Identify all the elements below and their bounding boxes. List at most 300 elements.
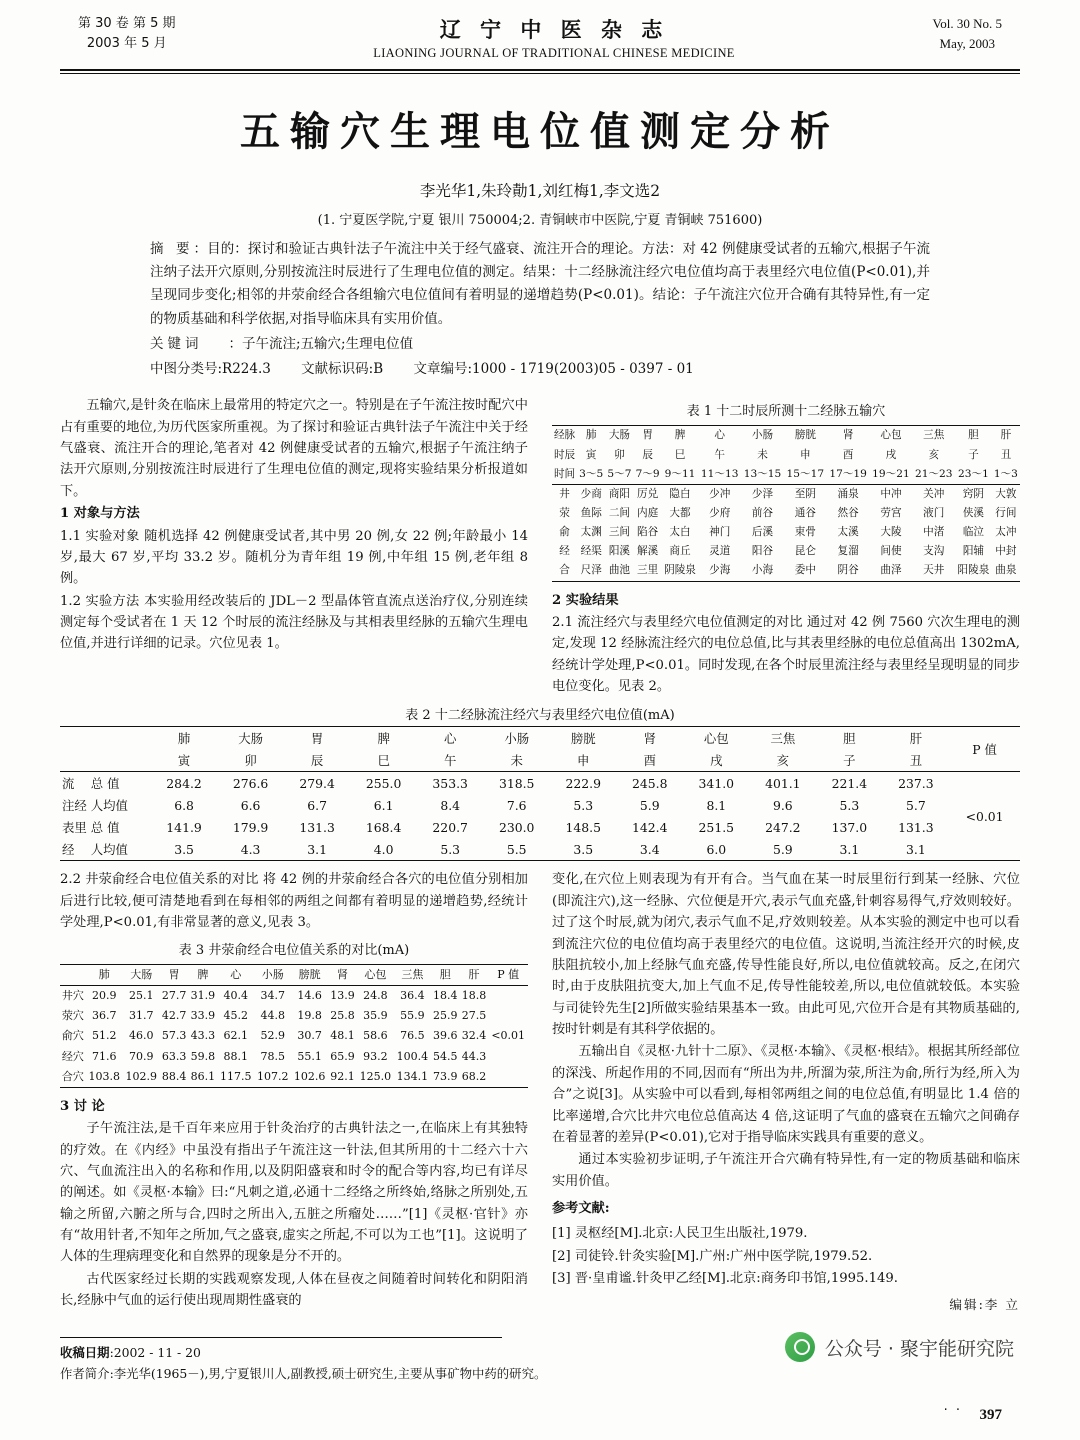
table-cell: 心包 xyxy=(703,731,729,747)
table-cell: 小海 xyxy=(751,564,774,577)
table-cell: 30.7 xyxy=(297,1029,322,1043)
table-cell: 临泣 xyxy=(962,526,985,539)
table-cell: 亥 xyxy=(776,753,790,769)
table-cell: 午 xyxy=(714,448,725,461)
table-cell: 100.4 xyxy=(396,1049,429,1063)
table-cell: 31.9 xyxy=(190,989,216,1003)
keywords-text: ：子午流注;五输穴;生理电位值 xyxy=(228,335,414,352)
table-cell: 尺泽 xyxy=(580,564,602,577)
section-1-1: 1.1 实验对象 随机选择 42 例健康受试者,其中男 20 例,女 22 例;年龄最小 14 岁,最大 67 岁,平均 33.2 岁。随机分为青年组 19 例,中年组 15 例,老年组 8 例。 xyxy=(60,528,528,587)
table-cell: 148.5 xyxy=(565,819,601,835)
volume-info-cn xyxy=(78,14,175,53)
table-cell: 巳 xyxy=(377,753,390,769)
table-cell: 三间 xyxy=(608,526,631,539)
table-cell: 62.1 xyxy=(223,1029,248,1043)
table-cell: 心 xyxy=(443,731,457,747)
table-cell: 太溪 xyxy=(837,526,859,539)
volume-line-1: 第 30 卷 第 5 期 xyxy=(78,16,176,31)
table-cell: 丑 xyxy=(1000,448,1012,461)
table-cell: 15～17 xyxy=(786,467,825,480)
table-cell: 401.1 xyxy=(765,775,801,791)
table-cell: 86.1 xyxy=(190,1069,216,1083)
table-cell: 117.5 xyxy=(219,1069,252,1083)
table-cell: 52.9 xyxy=(260,1029,285,1043)
table-cell: 230.0 xyxy=(498,819,535,835)
table-cell xyxy=(60,964,86,985)
table-cell: 阳辅 xyxy=(962,545,985,558)
section-1-2: 1.2 实验方法 本实验用经改装后的 JDL－2 型晶体管直流点送治疗仪,分别连续测定每个受试者在 1 天 12 个时辰的流注经脉及与其相表里经脉的五输穴生理电位值,并进行详细的记录。穴位见表 1。 xyxy=(60,593,528,652)
table-cell: 寅 xyxy=(585,448,597,461)
table-cell: 6.7 xyxy=(307,797,327,813)
table-cell: 阴陵泉 xyxy=(664,564,696,577)
table-cell: 33.9 xyxy=(190,1009,216,1023)
column-left-lower xyxy=(60,869,540,1315)
table-cell: 膀胱 xyxy=(298,967,321,981)
table-cell: 经 xyxy=(62,842,75,858)
table-row xyxy=(60,838,1020,861)
table-cell: 131.3 xyxy=(299,819,335,835)
discussion-paragraph-4: 五输出自《灵枢·九针十二原》、《灵枢·本输》、《灵枢·根结》。根据其所经部位的深浅、所起作用的不同,因而有“所出为井,所溜为荥,所注为俞,所行为经,所入为合”之说[3]。从实验中可以看到,每相邻两组之间的电位总值,有明显比 1.4 倍的比率递增,合穴比井穴电位总值高达 4 倍,这证明了气血的盛衰在五输穴之间确存在着显著的差异(P<0.01),它对于指导临床实践具有重要的意义。 xyxy=(552,1044,1020,1145)
table-cell: 时间 xyxy=(553,467,576,480)
table-cell: 井 xyxy=(559,487,570,500)
table-row xyxy=(552,561,1020,581)
table-cell: 276.6 xyxy=(232,775,269,791)
table-cell: 隐白 xyxy=(669,487,691,500)
table-cell: 酉 xyxy=(842,448,854,461)
table-cell: 23～1 xyxy=(958,467,989,480)
author-bio xyxy=(60,1363,1020,1384)
table1-caption: 表 1 十二时辰所测十二经脉五输穴 xyxy=(686,404,886,420)
table-cell: <0.01 xyxy=(491,1029,526,1043)
table-cell: 54.5 xyxy=(432,1049,458,1063)
abstract-label: 摘 要 xyxy=(150,241,194,257)
table-cell: 3.5 xyxy=(174,841,194,857)
table-cell: 巳 xyxy=(674,448,686,461)
table-cell xyxy=(60,727,89,750)
table-cell: 7～9 xyxy=(635,467,660,480)
table-cell: 荥穴 xyxy=(61,1009,84,1023)
table-cell: 5.9 xyxy=(639,797,660,813)
table-cell: 8.4 xyxy=(440,797,461,813)
table-cell: 总 值 xyxy=(90,776,120,792)
table-cell: 3.4 xyxy=(639,841,660,857)
table-cell: 肺 xyxy=(585,429,597,442)
table-cell: 63.3 xyxy=(161,1049,187,1063)
table-cell: 4.0 xyxy=(373,841,394,857)
table-cell: 19～21 xyxy=(872,467,910,480)
table-cell: 辰 xyxy=(310,753,324,769)
table-cell: 三焦 xyxy=(923,429,945,442)
table-cell: 40.4 xyxy=(223,989,248,1003)
table-cell: 141.9 xyxy=(166,819,202,835)
masthead xyxy=(0,0,1080,65)
table-cell: 三焦 xyxy=(401,967,424,981)
table-cell: 7.6 xyxy=(506,797,527,813)
table-cell: 279.4 xyxy=(299,775,335,791)
table-cell: 103.8 xyxy=(88,1069,121,1083)
table-cell: 阳谷 xyxy=(751,545,774,558)
table-cell: 58.6 xyxy=(363,1029,388,1043)
table-cell: 戌 xyxy=(885,448,897,461)
intro-paragraph: 五输穴,是针灸在临床上最常用的特定穴之一。特别是在子午流注按时配穴中占有重要的地位,为历代医家所重视。为了探讨和验证古典针法子午流注中关于经气盛衰、流注开合的理论,笔者对 42 例健康受试者的五输穴,根据子午流注纳子法开穴原则,分别按流注时辰进行了生理电位值的测定,现将实验结果分析报道如下。 xyxy=(60,398,528,499)
table-cell: 131.3 xyxy=(898,819,934,835)
table-cell: 卯 xyxy=(614,448,625,461)
volume-en-line-1: Vol. 30 No. 5 xyxy=(932,16,1002,31)
table-cell: 3.5 xyxy=(573,841,594,857)
table-cell: 27.7 xyxy=(161,989,187,1003)
table-cell: 25.1 xyxy=(129,989,154,1003)
table-cell: 44.3 xyxy=(461,1049,487,1063)
table-cell: 284.2 xyxy=(166,775,202,791)
table-cell: 6.8 xyxy=(174,797,194,813)
table-cell: 247.2 xyxy=(765,819,801,835)
table-row xyxy=(60,1026,528,1046)
table-cell: 55.9 xyxy=(400,1009,425,1023)
table-row xyxy=(60,964,528,985)
table-cell: 膀胱 xyxy=(794,429,816,442)
table-acupoints xyxy=(552,425,1020,581)
section-2-1: 2.1 流注经穴与表里经穴电位值测定的对比 通过对 42 例 7560 穴次生理电的测定,发现 12 经脉流注经穴的电位总值,比与其表里经脉的电位总值高出 1302mA,经统计学处理,P<0.01。同时发现,在各个时辰里流注经与表里经呈现明显的同步电位变化。见表 2。 xyxy=(552,614,1020,695)
table-cell: 肝 xyxy=(909,731,923,747)
table-cell: 小肠 xyxy=(751,429,774,442)
table-cell: 胆 xyxy=(439,967,451,981)
table-cell: 71.6 xyxy=(92,1049,117,1063)
table-cell: 5.3 xyxy=(839,797,860,813)
table-cell: 荥 xyxy=(559,506,570,519)
table-cell: 经脉 xyxy=(553,429,576,442)
table-cell: 申 xyxy=(800,448,811,461)
table-cell: 318.5 xyxy=(498,775,535,791)
discussion-paragraph-2: 古代医家经过长期的实践观察发现,人体在昼夜之间随着时间转化和阴阳消长,经脉中气血的运行使出现周期性盛衰的 xyxy=(60,1271,528,1309)
section-2-2: 2.2 井荥俞经合电位值关系的对比 将 42 例的井荥俞经合各穴的电位值分别相加后进行比较,便可清楚地看到在每相邻的两组之间都有着明显的递增趋势,经统计学处理,P<0.01,有非常显著的意义,见表 3。 xyxy=(60,872,528,931)
article-id: 文章编号:1000 - 1719(2003)05 - 0397 - 01 xyxy=(413,361,694,378)
table-cell: 中渚 xyxy=(923,526,945,539)
table-row xyxy=(552,504,1020,523)
table-cell: 245.8 xyxy=(632,775,668,791)
table-cell: 5.3 xyxy=(573,797,594,813)
table-cell: 6.0 xyxy=(706,841,727,857)
body-columns-upper xyxy=(60,395,1020,698)
table-cell: 9.6 xyxy=(772,797,793,813)
table-cell: 255.0 xyxy=(365,775,402,791)
table-cell: 76.5 xyxy=(400,1029,425,1043)
affiliation: (1. 宁夏医学院,宁夏 银川 750004;2. 青铜峡市中医院,宁夏 青铜峡 751600) xyxy=(317,213,763,228)
table-cell: 少海 xyxy=(709,564,731,577)
table-cell: 行间 xyxy=(995,506,1017,519)
table2-wrap xyxy=(60,704,1020,861)
discussion-paragraph-5: 通过本实验初步证明,子午流注开合穴确有特异性,有一定的物质基础和临床实用价值。 xyxy=(552,1152,1020,1189)
table-cell: 子 xyxy=(968,448,979,461)
table-cell: 102.6 xyxy=(293,1069,326,1083)
reference-item: [2] 司徒铃.针灸实验[M].广州:广州中医学院,1979.52. xyxy=(552,1248,873,1264)
table-cell: 5.3 xyxy=(440,841,461,857)
table-cell xyxy=(60,749,89,772)
table-cell: 59.8 xyxy=(190,1049,216,1063)
table-row xyxy=(552,523,1020,542)
table-cell: 21～23 xyxy=(914,467,953,480)
classification-line xyxy=(150,358,930,381)
table-cell xyxy=(488,1067,528,1088)
table-cell: 353.3 xyxy=(432,775,468,791)
table-cell: 19.8 xyxy=(297,1009,322,1023)
references-heading: 参考文献: xyxy=(552,1201,610,1217)
table-cell: 32.4 xyxy=(461,1029,487,1043)
table-cell: 大肠 xyxy=(608,429,631,442)
section-3-heading: 3 讨 论 xyxy=(60,1098,105,1114)
table-cell: 220.7 xyxy=(432,819,468,835)
table-cell: 35.9 xyxy=(363,1009,388,1023)
table-cell: 太渊 xyxy=(580,526,602,539)
table-cell: 合穴 xyxy=(61,1069,84,1083)
volume-en-line-2: May, 2003 xyxy=(939,35,996,51)
table-cell: 102.9 xyxy=(125,1069,158,1083)
table-cell: 寅 xyxy=(177,753,191,769)
table-cell: 肺 xyxy=(98,967,110,981)
watermark-logo-icon xyxy=(785,1332,815,1362)
footer-dots: · · xyxy=(943,1403,962,1418)
table-cell: 222.9 xyxy=(565,775,601,791)
table-cell: 中冲 xyxy=(880,487,902,500)
table-cell: 阳溪 xyxy=(608,545,631,558)
table-cell xyxy=(89,749,151,772)
table-cell: 39.6 xyxy=(432,1029,458,1043)
table-cell: 胆 xyxy=(843,731,856,747)
table-cell: 前谷 xyxy=(751,506,774,519)
table-cell: 55.1 xyxy=(297,1049,322,1063)
table-cell: 3.1 xyxy=(839,841,860,857)
table-cell: 流 xyxy=(62,776,75,792)
table-cell: 卯 xyxy=(244,753,257,769)
table-cell: 78.5 xyxy=(260,1049,285,1063)
table-cell: 表里 xyxy=(62,820,87,836)
table1-body xyxy=(552,426,1020,581)
reference-list xyxy=(552,1223,1020,1290)
bio-text: :李光华(1965－),男,宁夏银川人,副教授,硕士研究生,主要从事矿物中药的研究。 xyxy=(109,1365,547,1381)
table-cell: 侠溪 xyxy=(962,506,985,519)
table-cell: 未 xyxy=(510,753,523,769)
table-cell: 73.9 xyxy=(432,1069,458,1083)
table-cell: 237.3 xyxy=(898,775,934,791)
table-cell: 4.3 xyxy=(240,841,261,857)
column-left-upper xyxy=(60,395,540,698)
table-row xyxy=(60,816,1020,838)
table-cell: 心包 xyxy=(364,967,387,981)
table-cell: 少商 xyxy=(580,487,602,500)
author-list: 李光华1,朱玲勣1,刘红梅1,李文选2 xyxy=(419,182,661,200)
table-cell: 胃 xyxy=(168,967,180,981)
document-code: 文献标识码:B xyxy=(301,361,384,378)
section-2-heading: 2 实验结果 xyxy=(552,592,619,608)
table-row xyxy=(552,426,1020,446)
journal-title-block xyxy=(175,14,932,61)
table-cell: 人均值 xyxy=(90,842,128,858)
table-cell: 亥 xyxy=(928,448,940,461)
table2-caption: 表 2 十二经脉流注经穴与表里经穴电位值(mA) xyxy=(405,708,675,724)
abstract-paragraph xyxy=(150,238,930,331)
table-cell: 36.7 xyxy=(92,1009,117,1023)
table-cell: 9～11 xyxy=(664,467,696,480)
page-number: 397 xyxy=(979,1407,1002,1423)
page-title: 五输穴生理电位值测定分析 xyxy=(240,108,840,155)
table-cell: 18.4 xyxy=(432,989,458,1003)
table-cell xyxy=(89,727,151,750)
table-cell: 11～13 xyxy=(700,467,739,480)
table-cell: <0.01 xyxy=(965,808,1004,824)
table-cell: 天井 xyxy=(923,564,945,577)
keywords-line xyxy=(150,333,930,356)
abstract-block xyxy=(150,238,930,381)
table-row xyxy=(60,1006,528,1026)
table-cell: 太白 xyxy=(669,526,691,539)
table-row xyxy=(60,772,1020,795)
table-cell: 中封 xyxy=(995,545,1017,558)
table-cell: 5.5 xyxy=(506,841,527,857)
table-cell: 少府 xyxy=(709,506,731,519)
table-cell: 曲泽 xyxy=(880,564,902,577)
table-cell: 46.0 xyxy=(129,1029,154,1043)
table-cell: 45.2 xyxy=(223,1009,248,1023)
table-cell: 65.9 xyxy=(330,1049,355,1063)
table-cell: 5.7 xyxy=(906,797,926,813)
bio-label: 作者简介 xyxy=(60,1365,110,1381)
table-cell: 5～7 xyxy=(607,467,632,480)
table-row xyxy=(60,749,1020,772)
table-cell: P 值 xyxy=(972,742,997,758)
table-cell: 少泽 xyxy=(751,487,774,500)
table-cell: 胃 xyxy=(310,731,324,747)
journal-title-en: LIAONING JOURNAL OF TRADITIONAL CHINESE MEDICINE xyxy=(373,46,735,60)
table-cell: 31.7 xyxy=(129,1009,154,1023)
watermark-text: 公众号 · 聚宇能研究院 xyxy=(824,1337,1014,1360)
table-cell: 心 xyxy=(714,429,725,442)
table-cell: 小肠 xyxy=(261,967,284,981)
table-cell: 27.5 xyxy=(461,1009,487,1023)
table-cell: 曲泉 xyxy=(995,564,1017,577)
table-row xyxy=(552,446,1020,465)
table-cell: 鱼际 xyxy=(580,506,602,519)
column-right-upper xyxy=(540,395,1020,698)
table-cell: 13～15 xyxy=(743,467,782,480)
table-cell: 关冲 xyxy=(923,487,945,500)
table-cell: 6.6 xyxy=(240,797,261,813)
table-cell: 179.9 xyxy=(232,819,269,835)
table-cell: 阴谷 xyxy=(837,564,859,577)
table-row xyxy=(60,794,1020,816)
table-cell: 然谷 xyxy=(837,506,859,519)
table-cell: 20.9 xyxy=(92,989,117,1003)
table-cell: 48.1 xyxy=(330,1029,355,1043)
table-cell: 251.5 xyxy=(698,819,735,835)
table-cell: 通谷 xyxy=(794,506,816,519)
table-cell: 肾 xyxy=(337,967,349,981)
table-row xyxy=(552,465,1020,485)
table-cell: 胆 xyxy=(968,429,979,442)
table-cell: 支沟 xyxy=(923,545,945,558)
table-cell: 经渠 xyxy=(580,545,602,558)
reference-item: [1] 灵枢经[M].北京:人民卫生出版社,1979. xyxy=(552,1226,808,1242)
table-row xyxy=(60,1067,528,1088)
table-cell: 太冲 xyxy=(995,526,1017,539)
table-cell xyxy=(488,985,528,1006)
table-cell: 168.4 xyxy=(365,819,402,835)
table-cell: 涌泉 xyxy=(837,487,859,500)
table-cell: 肝 xyxy=(1000,429,1012,442)
table-cell xyxy=(488,1006,528,1026)
masthead-rule-thin xyxy=(60,73,1020,74)
table-cell: 5.9 xyxy=(772,841,793,857)
table-cell xyxy=(949,772,1020,795)
table-cell: 24.8 xyxy=(363,989,388,1003)
table-cell: 25.8 xyxy=(330,1009,355,1023)
table-cell: 酉 xyxy=(643,753,656,769)
table-cell: 井穴 xyxy=(61,989,84,1003)
table-cell: 灵道 xyxy=(709,545,731,558)
table-cell: 至阴 xyxy=(794,487,816,500)
table-cell: P 值 xyxy=(497,967,520,981)
table-cell: 大肠 xyxy=(130,967,153,981)
table-cell: 34.7 xyxy=(260,989,285,1003)
table-row xyxy=(552,484,1020,504)
table-cell: 137.0 xyxy=(831,819,868,835)
table-cell: 二间 xyxy=(608,506,631,519)
table-cell: 辰 xyxy=(642,448,653,461)
discussion-paragraph-1: 子午流注法,是千百年来应用于针灸治疗的古典针法之一,在临床上有其独特的疗效。在《内经》中虽没有指出子午流注这一针法,但其所用的十二经六十六穴、气血流注出入的名称和作用,以及阴阳盛衰和时令的配合等内容,均已有详尽的阐述。如《灵枢·本输》曰:“凡刺之道,必通十二经络之所终始,络脉之所别处,五输之所留,六腑之所与合,四时之所出入,五脏之所瘤处……”[1]《灵枢·官针》亦有“故用针者,不知年之所加,气之盛衰,虚实之所起,不可以为工也”[1]。这说明了人体的生理病理变化和自然界的现象是分不开的。 xyxy=(60,1121,528,1265)
table-cell: 18.8 xyxy=(461,989,487,1003)
volume-line-2: 2003 年 5 月 xyxy=(86,35,167,51)
table-cell: 42.7 xyxy=(161,1009,187,1023)
table-cell xyxy=(488,1046,528,1066)
table-cell: 申 xyxy=(577,753,590,769)
table-cell: 1～3 xyxy=(993,467,1018,480)
table-cell: 曲池 xyxy=(608,564,631,577)
table-cell: 人均值 xyxy=(90,798,128,814)
table-cell: 92.1 xyxy=(330,1069,355,1083)
table-cell: 陷谷 xyxy=(637,526,659,539)
abstract-text: ：目的：探讨和验证古典针法子午流注中关于经气盛衰、流注开合的理论。方法：对 42 例健康受试者的五输穴,根据子午流注纳子法开穴原则,分别按流注时辰进行了生理电位值的测定。结果：十二经脉流注经穴电位值均高于表里经穴电位值(P<0.01),并呈现同步变化;相邻的井荥俞经合各组输穴电位值间有着明显的递增趋势(P<0.01)。结论：子午流注穴位开合确有其特异性,有一定的物质基础和科学依据,对指导临床具有实用价值。 xyxy=(150,241,930,327)
received-value: :2002 - 11 - 20 xyxy=(109,1344,201,1360)
table-cell: 液门 xyxy=(923,506,945,519)
table-cell: 68.2 xyxy=(461,1069,487,1083)
table-cell: 昆仑 xyxy=(794,545,816,558)
table-cell: 脾 xyxy=(377,731,390,747)
table-cell: 经 xyxy=(559,545,570,558)
table-cell: 肺 xyxy=(177,731,191,747)
table-cell: 俞穴 xyxy=(61,1029,84,1043)
table2-body xyxy=(60,727,1020,861)
table-cell: 221.4 xyxy=(831,775,868,791)
table-cell: 商阳 xyxy=(608,487,631,500)
body-columns-lower xyxy=(60,869,1020,1315)
table-cell: 心 xyxy=(230,967,242,981)
table-cell: 阳陵泉 xyxy=(957,564,990,577)
table-cell: 俞 xyxy=(559,526,570,539)
table-row xyxy=(60,727,1020,750)
table-cell: 8.1 xyxy=(706,797,727,813)
table-cell: 三里 xyxy=(637,564,659,577)
table-cell: 总 值 xyxy=(90,820,120,836)
table-cell: 午 xyxy=(443,753,457,769)
table-cell: 后溪 xyxy=(751,526,774,539)
table-cell: 大都 xyxy=(669,506,691,519)
table-cell: 心包 xyxy=(880,429,902,442)
table-cell: 51.2 xyxy=(92,1029,117,1043)
table-cell: 88.4 xyxy=(161,1069,187,1083)
table3-body xyxy=(60,964,528,1087)
discussion-paragraph-3: 变化,在穴位上则表现为有开有合。当气血在某一时辰里衍行到某一经脉、穴位(即流注穴),这一经脉、穴位便是开穴,表示气血充盛,针刺容易得气,疗效则较好。过了这个时辰,就为闭穴,表示气血不足,疗效则较差。从本实验的测定中也可以看到流注穴位的电位值均高于表里经穴的电位值。这说明,当流注经开穴的时候,皮肤阻抗较小,加上经脉气血充盛,传导性能良好,所以,电位值就较高。反之,在闭穴时,由于皮肤阻抗变大,加上气血不足,传导性能较差,所以,电位值就较低。本实验与司徒铃先生[2]所做实验结果基本一致。由此可见,穴位开合是有其物质基础的,按时针刺是有其科学依据的。 xyxy=(552,872,1020,1038)
clc-number: 中图分类号:R224.3 xyxy=(150,361,271,378)
section-1-heading: 1 对象与方法 xyxy=(60,506,140,522)
table-cell: 丑 xyxy=(909,753,923,769)
